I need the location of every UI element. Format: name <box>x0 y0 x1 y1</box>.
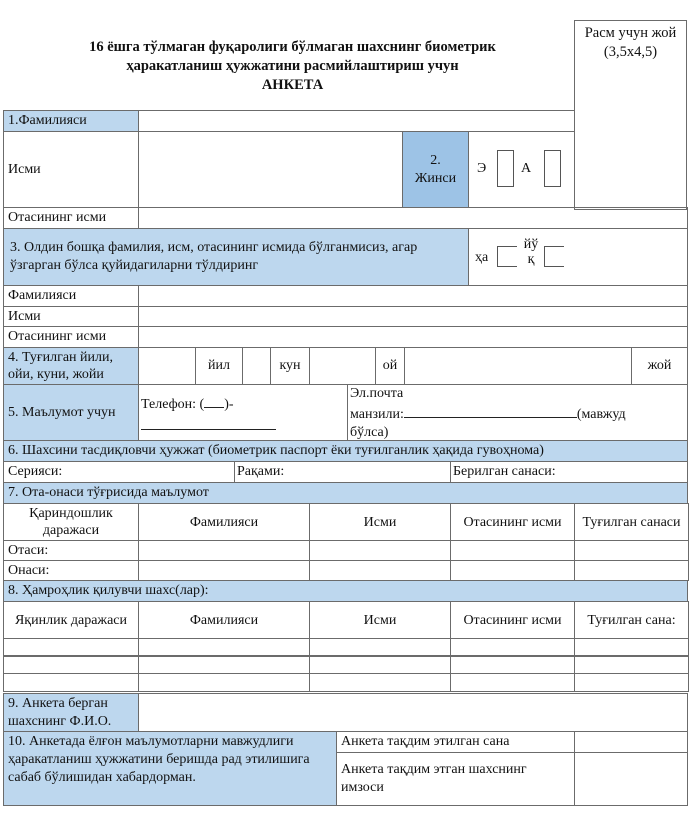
birth-day-field[interactable] <box>242 347 271 385</box>
parents-row-1-cell-0: Онаси: <box>3 560 139 581</box>
birth-label: 4. Туғилган йили, ойи, куни, жойи <box>3 347 139 385</box>
male-label: Э <box>477 161 487 176</box>
name-change-options <box>468 228 688 286</box>
phone-code-blank[interactable] <box>204 407 224 408</box>
submit-date-field[interactable] <box>574 731 688 753</box>
birth-place-field[interactable] <box>404 347 632 385</box>
prev-surname-label: Фамилияси <box>3 285 139 307</box>
applicant-name-label: 9. Анкета берган шахснинг Ф.И.О. <box>3 693 139 732</box>
phone-field[interactable] <box>138 384 348 441</box>
companions-row-1-cell-4[interactable] <box>574 655 689 674</box>
companions-row-1-cell-3[interactable] <box>450 655 575 674</box>
email-field[interactable]: Эл.почта манзили: (мавжуд бўлса) <box>347 384 688 441</box>
companions-label: 8. Ҳамроҳлик қилувчи шахс(лар): <box>3 580 688 602</box>
gender-label: 2. Жинси <box>402 131 469 208</box>
photo-label: Расм учун жой <box>584 25 677 41</box>
companions-row-1-cell-0[interactable] <box>3 655 139 674</box>
surname-label: 1.Фамилияси <box>3 110 139 132</box>
title-line-1: 16 ёшга тўлмаган фуқаролиги бўлмаган шахснинг биометрик <box>89 39 496 55</box>
birth-month-label: ой <box>375 347 405 385</box>
phone-number-blank[interactable] <box>141 415 276 430</box>
prev-patronymic-label: Отасининг исми <box>3 326 139 348</box>
issue-date-field[interactable]: Берилган санаси: <box>450 461 688 483</box>
form-title <box>20 38 565 95</box>
parents-row-1-cell-3[interactable] <box>450 560 575 581</box>
contact-label: 5. Маълумот учун <box>3 384 139 441</box>
companions-header-3: Отасининг исми <box>450 601 575 639</box>
female-checkbox[interactable] <box>544 150 561 187</box>
prev-name-label: Исми <box>3 306 139 327</box>
parents-row-0-cell-3[interactable] <box>450 540 575 561</box>
birth-year-label: йил <box>195 347 243 385</box>
phone-line: Телефон: ( )- <box>141 397 234 412</box>
gender-options <box>468 131 575 208</box>
parents-label: 7. Ота-онаси тўғрисида маълумот <box>3 482 688 504</box>
companions-row-1-cell-1[interactable] <box>138 655 310 674</box>
companions-header-4: Туғилган сана: <box>574 601 689 639</box>
number-field[interactable]: Рақами: <box>234 461 451 483</box>
prev-surname-field[interactable] <box>138 285 688 307</box>
submit-date-label: Анкета тақдим этилган сана <box>336 731 575 753</box>
name-change-question: 3. Олдин бошқа фамилия, исм, отасининг исмида бўлганмисиз, агар ўзгарган бўлса қуйидагиларни тўлдиринг <box>3 228 469 286</box>
photo-placeholder[interactable] <box>574 20 687 210</box>
surname-field[interactable] <box>138 110 575 132</box>
parents-header-0: Қариндошлик даражаси <box>3 503 139 541</box>
parents-row-0-cell-0: Отаси: <box>3 540 139 561</box>
companions-header-1: Фамилияси <box>138 601 310 639</box>
name-field[interactable] <box>138 131 403 208</box>
companions-row-2-cell-3[interactable] <box>450 673 575 692</box>
prev-patronymic-field[interactable] <box>138 326 688 348</box>
yes-checkbox[interactable] <box>497 246 517 267</box>
birth-year-field[interactable] <box>138 347 196 385</box>
photo-size: (3,5х4,5) <box>603 44 658 60</box>
email-blank[interactable] <box>404 403 577 418</box>
parents-header-4: Туғилган санаси <box>574 503 689 541</box>
parents-header-2: Исми <box>309 503 451 541</box>
name-label: Исми <box>3 131 139 208</box>
parents-header-3: Отасининг исми <box>450 503 575 541</box>
companions-row-1-cell-2[interactable] <box>309 655 451 674</box>
companions-row-2-cell-2[interactable] <box>309 673 451 692</box>
yes-label: ҳа <box>475 250 489 265</box>
parents-row-0-cell-2[interactable] <box>309 540 451 561</box>
birth-place-label: жой <box>631 347 688 385</box>
parents-row-1-cell-2[interactable] <box>309 560 451 581</box>
parents-row-1-cell-4[interactable] <box>574 560 689 581</box>
no-label: йў қ <box>523 237 539 267</box>
parents-row-0-cell-1[interactable] <box>138 540 310 561</box>
disclaimer-label: 10. Анкетада ёлғон маълумотларни мавжудлиги ҳаракатланиш ҳужжатини беришда рад этилишига сабаб бўлишидан хабардорман. <box>3 731 337 806</box>
companions-header-2: Исми <box>309 601 451 639</box>
signature-field[interactable] <box>574 752 688 806</box>
signature-label: Анкета тақдим этган шахснинг имзоси <box>336 752 575 806</box>
parents-row-0-cell-4[interactable] <box>574 540 689 561</box>
companions-header-0: Яқинлик даражаси <box>3 601 139 639</box>
id-document-label: 6. Шахсини тасдиқловчи ҳужжат (биометрик паспорт ёки туғилганлик ҳақида гувоҳнома) <box>3 440 688 462</box>
companions-row-2-cell-0[interactable] <box>3 673 139 692</box>
patronymic-field[interactable] <box>138 207 688 229</box>
title-line-2: ҳаракатланиш ҳужжатини расмийлаштириш учун <box>126 58 459 74</box>
parents-row-1-cell-1[interactable] <box>138 560 310 581</box>
companions-row-2-cell-1[interactable] <box>138 673 310 692</box>
birth-day-label: кун <box>270 347 310 385</box>
parents-header-1: Фамилияси <box>138 503 310 541</box>
prev-name-field[interactable] <box>138 306 688 327</box>
title-line-3: АНКЕТА <box>261 77 324 93</box>
companions-row-2-cell-4[interactable] <box>574 673 689 692</box>
series-field[interactable]: Серияси: <box>3 461 235 483</box>
male-checkbox[interactable] <box>497 150 514 187</box>
birth-month-field[interactable] <box>309 347 376 385</box>
no-checkbox[interactable] <box>544 246 564 267</box>
applicant-name-field[interactable] <box>138 693 688 732</box>
female-label: А <box>521 161 532 176</box>
patronymic-label: Отасининг исми <box>3 207 139 229</box>
